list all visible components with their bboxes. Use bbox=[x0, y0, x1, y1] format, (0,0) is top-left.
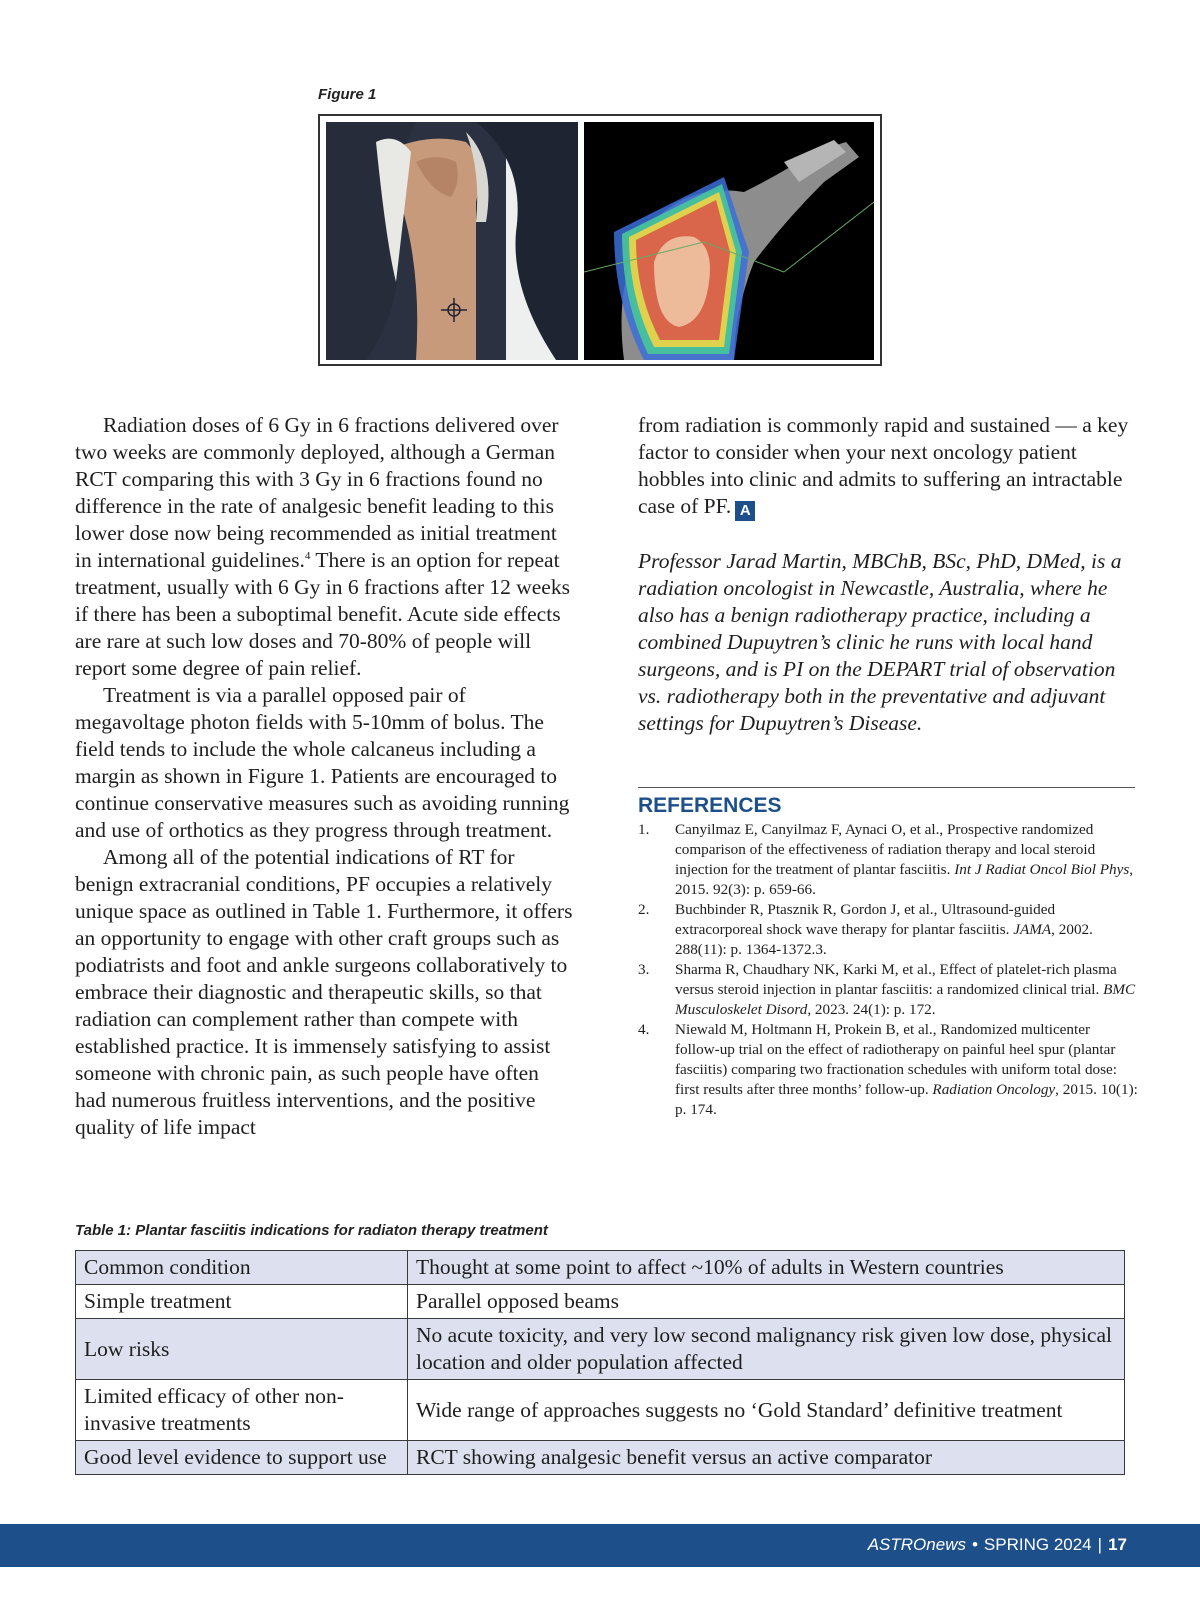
table-row bbox=[76, 1285, 1125, 1319]
reference-text: Sharma R, Chaudhary NK, Karki M, et al., Effect of platelet-rich plasma versus steroid injection in plantar fasciitis: a randomized clinical trial. bbox=[675, 961, 1117, 998]
table-row bbox=[76, 1380, 1125, 1441]
reference-text: Niewald M, Holtmann H, Prokein B, et al., Randomized multicenter follow-up trial on the effect of radiotherapy on painful heel spur (plantar fasciitis) comparing two fractionation schedules with uniform total dose: first results after three months’ follow-up. bbox=[675, 1021, 1118, 1098]
paragraph-treatment: Treatment is via a parallel opposed pair of megavoltage photon fields with 5-10mm of bolus. The field tends to include the whole calcaneus including a margin as shown in Figure 1. Patients are encouraged to continue conservative measures such as avoiding running and use of orthotics as they progress through treatment. bbox=[75, 683, 570, 842]
table-caption: Table 1: Plantar fasciitis indications for radiaton therapy treatment bbox=[75, 1222, 548, 1239]
footer-divider: | bbox=[1097, 1535, 1103, 1554]
reference-journal: Radiation Oncology bbox=[932, 1081, 1056, 1098]
ct-dose-image bbox=[584, 122, 874, 360]
table-cell-value: Thought at some point to affect ~10% of adults in Western countries bbox=[408, 1251, 1125, 1285]
reference-number: 1. bbox=[638, 821, 650, 838]
reference-item bbox=[638, 1020, 1138, 1120]
table-cell-value: RCT showing analgesic benefit versus an active comparator bbox=[408, 1441, 1125, 1475]
table-cell-value: Parallel opposed beams bbox=[408, 1285, 1125, 1319]
citation-superscript: 4 bbox=[304, 549, 311, 562]
astro-end-mark-icon: A bbox=[735, 501, 755, 521]
table-cell-value: Wide range of approaches suggests no ‘Gold Standard’ definitive treatment bbox=[408, 1380, 1125, 1441]
reference-journal: BMC Musculoskelet Disord bbox=[675, 981, 1136, 1018]
paragraph-dose-text-a: Radiation doses of 6 Gy in 6 fractions delivered over two weeks are commonly deployed, although a German RCT comparing this with 3 Gy in 6 fractions found no difference in the rate of analgesic benefit leading to this lower dose now being recommended as initial treatment in international guidelines. bbox=[75, 413, 559, 572]
reference-tail: , 2015. 10(1): p. 174. bbox=[675, 1081, 1138, 1118]
reference-number: 4. bbox=[638, 1021, 650, 1038]
references-list bbox=[638, 820, 1138, 1120]
footer-brand: ASTROnews bbox=[867, 1535, 966, 1554]
paragraph-conclusion-text: from radiation is commonly rapid and sustained — a key factor to consider when your next oncology patient hobbles into clinic and admits to suffering an intractable case of PF. bbox=[638, 413, 1129, 518]
table-cell-value: No acute toxicity, and very low second malignancy risk given low dose, physical location and older population affected bbox=[408, 1319, 1125, 1380]
table-cell-label: Low risks bbox=[76, 1319, 408, 1380]
reference-text: Canyilmaz E, Canyilmaz F, Aynaci O, et al., Prospective randomized comparison of the effectiveness of radiation therapy and local steroid injection for the treatment of plantar fasciitis. bbox=[675, 821, 1096, 878]
reference-item bbox=[638, 960, 1138, 1020]
table-row bbox=[76, 1319, 1125, 1380]
reference-tail: , 2015. 92(3): p. 659-66. bbox=[675, 861, 1134, 898]
table-cell-label: Common condition bbox=[76, 1251, 408, 1285]
foot-photo bbox=[326, 122, 578, 360]
article-right-column bbox=[638, 412, 1138, 737]
table-cell-label: Limited efficacy of other non-invasive treatments bbox=[76, 1380, 408, 1441]
indications-table bbox=[75, 1250, 1125, 1475]
reference-tail: , 2023. 24(1): p. 172. bbox=[807, 1001, 936, 1018]
figure-caption: Figure 1 bbox=[318, 86, 377, 103]
paragraph-conclusion bbox=[638, 412, 1138, 521]
reference-item bbox=[638, 900, 1138, 960]
paragraph-dose bbox=[75, 412, 575, 682]
paragraph-indications: Among all of the potential indications of RT for benign extracranial conditions, PF occupies a relatively unique space as outlined in Table 1. Furthermore, it offers an opportunity to engage with other craft groups such as podiatrists and foot and ankle surgeons collaboratively to embrace their diagnostic and therapeutic skills, so that radiation can complement rather than compete with established practice. It is immensely satisfying to assist someone with chronic pain, as such people have often had numerous fruitless interventions, and the positive quality of life impact bbox=[75, 845, 573, 1139]
reference-number: 2. bbox=[638, 901, 650, 918]
footer-text bbox=[868, 1535, 1127, 1555]
reference-journal: JAMA bbox=[1013, 921, 1052, 938]
table-cell-label: Good level evidence to support use bbox=[76, 1441, 408, 1475]
table-cell-label: Simple treatment bbox=[76, 1285, 408, 1319]
article-left-column bbox=[75, 412, 575, 1141]
reference-tail: , 2002. 288(11): p. 1364-1372.3. bbox=[675, 921, 1093, 958]
reference-journal: Int J Radiat Oncol Biol Phys bbox=[954, 861, 1130, 878]
reference-number: 3. bbox=[638, 961, 650, 978]
page-number: 17 bbox=[1108, 1535, 1127, 1554]
footer-bullet: • bbox=[971, 1535, 978, 1554]
page-footer bbox=[0, 1524, 1200, 1567]
reference-item bbox=[638, 820, 1138, 900]
table-row bbox=[76, 1441, 1125, 1475]
paragraph-dose-text-b: There is an option for repeat treatment, usually with 6 Gy in 6 fractions after 12 weeks if there has been a suboptimal benefit. Acute side effects are rare at such low doses and 70-80% of people will report some degree of pain relief. bbox=[75, 548, 570, 680]
references-divider bbox=[638, 787, 1135, 788]
table-row bbox=[76, 1251, 1125, 1285]
figure-1 bbox=[318, 114, 882, 366]
reference-text: Buchbinder R, Ptasznik R, Gordon J, et al., Ultrasound-guided extracorporeal shock wave therapy for plantar fasciitis. bbox=[675, 901, 1056, 938]
footer-issue: SPRING 2024 bbox=[983, 1535, 1092, 1554]
author-bio: Professor Jarad Martin, MBChB, BSc, PhD, DMed, is a radiation oncologist in Newcastle, Australia, where he also has a benign radiotherapy practice, including a combined Dupuytren’s clinic he runs with local hand surgeons, and is PI on the DEPART trial of observation vs. radiotherapy both in the preventative and adjuvant settings for Dupuytren’s Disease. bbox=[638, 549, 1122, 735]
references-heading: REFERENCES bbox=[638, 794, 782, 817]
